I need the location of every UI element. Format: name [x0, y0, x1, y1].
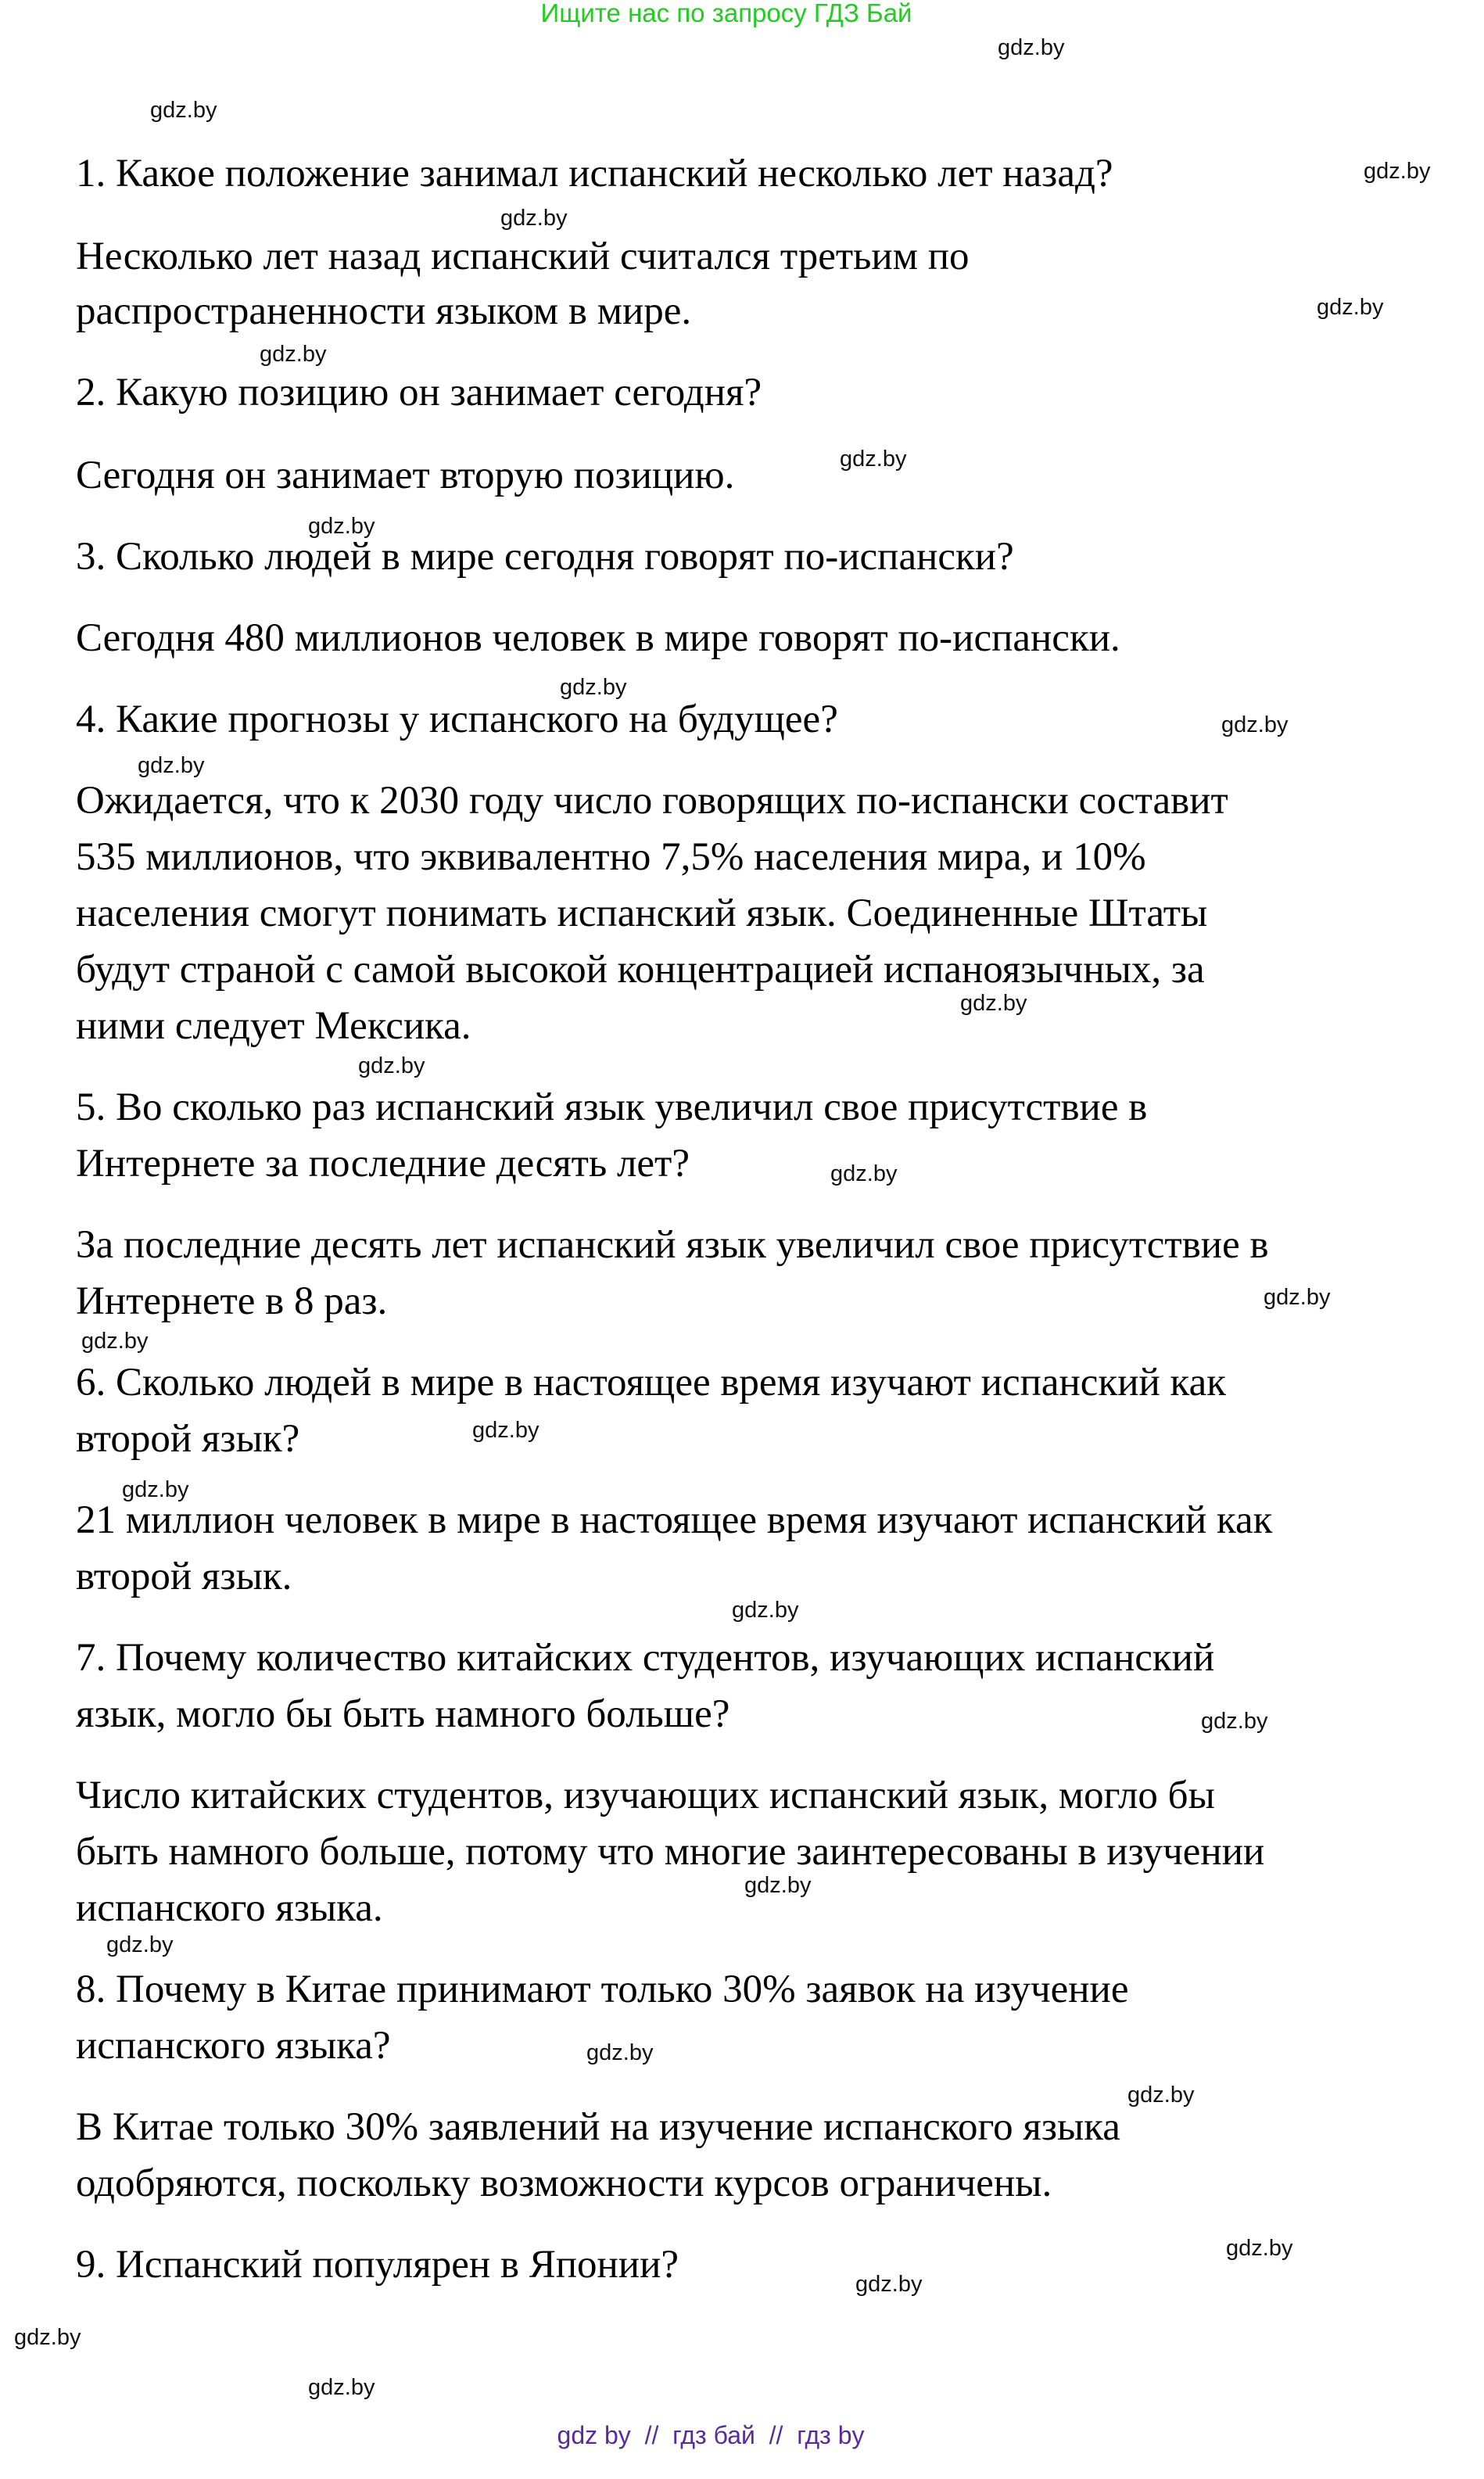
watermark-text: gdz.by	[1127, 2083, 1195, 2108]
watermark-text: gdz.by	[1201, 1709, 1268, 1734]
watermark-text: gdz.by	[308, 514, 375, 539]
watermark-text: gdz.by	[150, 98, 217, 123]
watermark-text: gdz.by	[1226, 2236, 1293, 2261]
watermark-text: gdz.by	[830, 1161, 898, 1186]
answer-4-line: будут страной с самой высокой концентрацией испаноязычных, за	[76, 948, 1205, 992]
answer-1-line: Несколько лет назад испанский считался третьим по	[76, 235, 970, 278]
watermark-text: gdz.by	[586, 2040, 654, 2065]
watermark-text: gdz.by	[1364, 159, 1431, 184]
question-5-line: 5. Во сколько раз испанский язык увеличил свое присутствие в	[76, 1085, 1148, 1129]
watermark-text: gdz.by	[260, 342, 327, 367]
answer-8-line: В Китае только 30% заявлений на изучение испанского языка	[76, 2105, 1120, 2149]
watermark-text: gdz.by	[81, 1329, 149, 1354]
answer-7-line: испанского языка.	[76, 1886, 383, 1930]
watermark-text: gdz.by	[1264, 1285, 1331, 1310]
answer-8-line: одобряются, поскольку возможности курсов ограничены.	[76, 2162, 1052, 2205]
watermark-text: gdz.by	[732, 1598, 799, 1623]
question-7-line: язык, могло бы быть намного больше?	[76, 1692, 730, 1736]
question-3-line: 3. Сколько людей в мире сегодня говорят по-испански?	[76, 535, 1014, 579]
watermark-text: gdz.by	[138, 753, 205, 778]
watermark-text: gdz.by	[106, 1932, 174, 1957]
watermark-text: gdz.by	[960, 991, 1027, 1016]
answer-4-line: 535 миллионов, что эквивалентно 7,5% населения мира, и 10%	[76, 835, 1146, 879]
answer-6-line: второй язык.	[76, 1555, 292, 1598]
question-4-line: 4. Какие прогнозы у испанского на будущее?	[76, 698, 838, 741]
answer-7-line: быть намного больше, потому что многие заинтересованы в изучении	[76, 1830, 1265, 1874]
question-2-line: 2. Какую позицию он занимает сегодня?	[76, 371, 762, 414]
watermark-text: gdz.by	[358, 1053, 425, 1078]
answer-6-line: 21 миллион человек в мире в настоящее время изучают испанский как	[76, 1498, 1273, 1542]
answer-2-line: Сегодня он занимает вторую позицию.	[76, 454, 735, 497]
answer-4-line: населения смогут понимать испанский язык. Соединенные Штаты	[76, 892, 1208, 935]
watermark-text: gdz.by	[855, 2272, 923, 2297]
watermark-text: gdz.by	[122, 1477, 189, 1502]
answer-1-line: распространенности языком в мире.	[76, 289, 692, 333]
watermark-text: gdz.by	[1221, 712, 1289, 737]
watermark-text: gdz.by	[308, 2375, 375, 2400]
question-6-line: 6. Сколько людей в мире в настоящее время изучают испанский как	[76, 1361, 1226, 1405]
question-5-line: Интернете за последние десять лет?	[76, 1142, 690, 1186]
answer-5-line: За последние десять лет испанский язык увеличил свое присутствие в	[76, 1223, 1269, 1267]
answer-7-line: Число китайских студентов, изучающих испанский язык, могло бы	[76, 1774, 1215, 1817]
answer-4-line: ними следует Мексика.	[76, 1004, 471, 1048]
watermark-text: gdz.by	[840, 447, 907, 472]
question-8-line: 8. Почему в Китае принимают только 30% заявок на изучение	[76, 1968, 1129, 2011]
watermark-text: gdz.by	[472, 1418, 539, 1443]
watermark-text: gdz.by	[998, 35, 1065, 60]
watermark-text: gdz.by	[500, 206, 568, 231]
watermark-text: gdz.by	[560, 675, 627, 700]
question-6-line: второй язык?	[76, 1417, 300, 1461]
question-9-line: 9. Испанский популярен в Японии?	[76, 2243, 679, 2287]
watermark-text: gdz.by	[744, 1873, 812, 1898]
watermark-text: gdz.by	[1317, 295, 1384, 320]
footer-links[interactable]: gdz by // гдз бай // гдз by	[557, 2421, 865, 2449]
answer-3-line: Сегодня 480 миллионов человек в мире говорят по-испански.	[76, 616, 1120, 660]
question-7-line: 7. Почему количество китайских студентов, изучающих испанский	[76, 1636, 1215, 1680]
search-hint-banner: Ищите нас по запросу ГДЗ Бай	[540, 0, 912, 27]
answer-4-line: Ожидается, что к 2030 году число говорящих по-испански составит	[76, 779, 1228, 823]
question-1-line: 1. Какое положение занимал испанский несколько лет назад?	[76, 152, 1113, 196]
answer-5-line: Интернете в 8 раз.	[76, 1279, 388, 1323]
watermark-text: gdz.by	[14, 2325, 81, 2350]
question-8-line: испанского языка?	[76, 2024, 391, 2068]
